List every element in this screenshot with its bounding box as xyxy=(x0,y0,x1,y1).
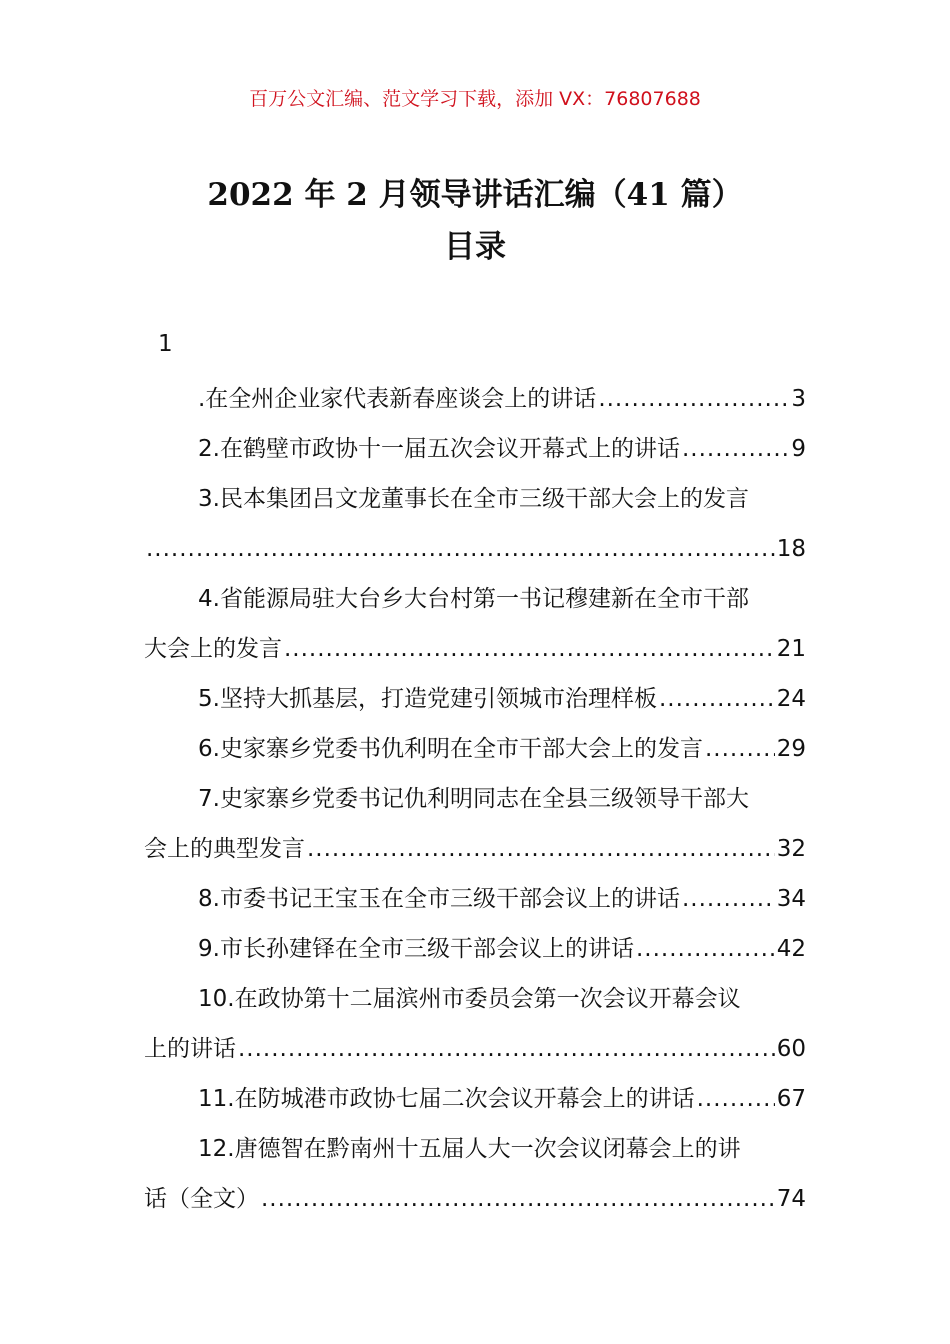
toc-entry-line xyxy=(144,424,806,474)
document-title: 2022 年 2 月领导讲话汇编（41 篇） xyxy=(207,177,743,213)
toc-entry-line xyxy=(144,624,806,674)
toc-entry-text: 会上的典型发言 xyxy=(144,836,305,862)
toc-page-number: 32 xyxy=(776,836,806,862)
toc-entry-line xyxy=(144,524,806,574)
toc-entry-text: 10.在政协第十二届滨州市委员会第一次会议开幕会议 xyxy=(198,986,741,1012)
toc-dot-leader xyxy=(307,824,775,874)
toc-page-number: 67 xyxy=(776,1086,806,1112)
toc-entry[interactable] xyxy=(144,374,806,424)
toc-entry-line xyxy=(144,824,806,874)
toc-entry-text: 6.史家寨乡党委书仇利明在全市干部大会上的发言 xyxy=(198,736,703,762)
toc-entry[interactable] xyxy=(144,924,806,974)
toc-entry-line xyxy=(144,1124,806,1174)
toc-dot-leader xyxy=(636,924,775,974)
toc-entry[interactable] xyxy=(144,1124,806,1224)
toc-page-number: 74 xyxy=(776,1186,806,1212)
toc-page-number: 18 xyxy=(776,536,806,562)
toc-page-number: 3 xyxy=(791,386,806,412)
toc-entry-text: 2.在鹤壁市政协十一届五次会议开幕式上的讲话 xyxy=(198,436,680,462)
toc-entry-text: 8.市委书记王宝玉在全市三级干部会议上的讲话 xyxy=(198,886,680,912)
toc-entry-line xyxy=(144,1074,806,1124)
toc-entry[interactable] xyxy=(144,674,806,724)
toc-entry-line xyxy=(144,374,806,424)
toc-entry-line xyxy=(144,674,806,724)
toc-entry[interactable] xyxy=(144,874,806,924)
toc-page-number: 42 xyxy=(776,936,806,962)
toc-entry-line xyxy=(144,574,806,624)
toc-dot-leader xyxy=(697,1074,775,1124)
toc-entry-text: 12.唐德智在黔南州十五届人大一次会议闭幕会上的讲 xyxy=(198,1136,741,1162)
toc-entry-text: 上的讲话 xyxy=(144,1036,236,1062)
table-of-contents xyxy=(144,374,806,1224)
toc-entry-line xyxy=(144,874,806,924)
toc-page-number: 34 xyxy=(776,886,806,912)
toc-dot-leader xyxy=(261,1174,775,1224)
toc-page-number: 21 xyxy=(776,636,806,662)
toc-page-number: 24 xyxy=(776,686,806,712)
toc-dot-leader xyxy=(238,1024,775,1074)
toc-heading: 目录 xyxy=(444,229,506,265)
toc-dot-leader xyxy=(705,724,775,774)
toc-entry-text: 9.市长孙建铎在全市三级干部会议上的讲话 xyxy=(198,936,634,962)
toc-entry-line xyxy=(144,924,806,974)
toc-entry[interactable] xyxy=(144,424,806,474)
toc-dot-leader xyxy=(682,874,775,924)
toc-page-number: 60 xyxy=(776,1036,806,1062)
toc-entry[interactable] xyxy=(144,574,806,674)
toc-entry-text: 5.坚持大抓基层，打造党建引领城市治理样板 xyxy=(198,686,657,712)
toc-entry-text: 7.史家寨乡党委书记仇利明同志在全县三级领导干部大 xyxy=(198,786,749,812)
toc-dot-leader xyxy=(598,374,789,424)
toc-entry-line xyxy=(144,724,806,774)
toc-entry-text: 3.民本集团吕文龙董事长在全市三级干部大会上的发言 xyxy=(198,486,749,512)
toc-dot-leader xyxy=(146,524,775,574)
toc-dot-leader xyxy=(682,424,789,474)
header-note: 百万公文汇编、范文学习下载，添加 VX：76807688 xyxy=(249,88,701,110)
toc-entry[interactable] xyxy=(144,724,806,774)
toc-page-number: 9 xyxy=(791,436,806,462)
toc-entry[interactable] xyxy=(144,974,806,1074)
toc-entry-text: 大会上的发言 xyxy=(144,636,282,662)
toc-entry-text: .在全州企业家代表新春座谈会上的讲话 xyxy=(198,386,597,412)
toc-entry-text: 话（全文） xyxy=(144,1186,259,1212)
toc-entry-line xyxy=(144,1174,806,1224)
toc-entry-line xyxy=(144,474,806,524)
toc-page-number: 29 xyxy=(776,736,806,762)
toc-entry-text: 4.省能源局驻大台乡大台村第一书记穆建新在全市干部 xyxy=(198,586,749,612)
toc-entry-text: 11.在防城港市政协七届二次会议开幕会上的讲话 xyxy=(198,1086,695,1112)
toc-entry[interactable] xyxy=(144,1074,806,1124)
toc-entry-line xyxy=(144,974,806,1024)
toc-index-label: 1 xyxy=(158,331,173,357)
toc-entry[interactable] xyxy=(144,474,806,574)
toc-dot-leader xyxy=(659,674,775,724)
toc-dot-leader xyxy=(284,624,775,674)
toc-entry[interactable] xyxy=(144,774,806,874)
toc-entry-line xyxy=(144,774,806,824)
toc-entry-line xyxy=(144,1024,806,1074)
